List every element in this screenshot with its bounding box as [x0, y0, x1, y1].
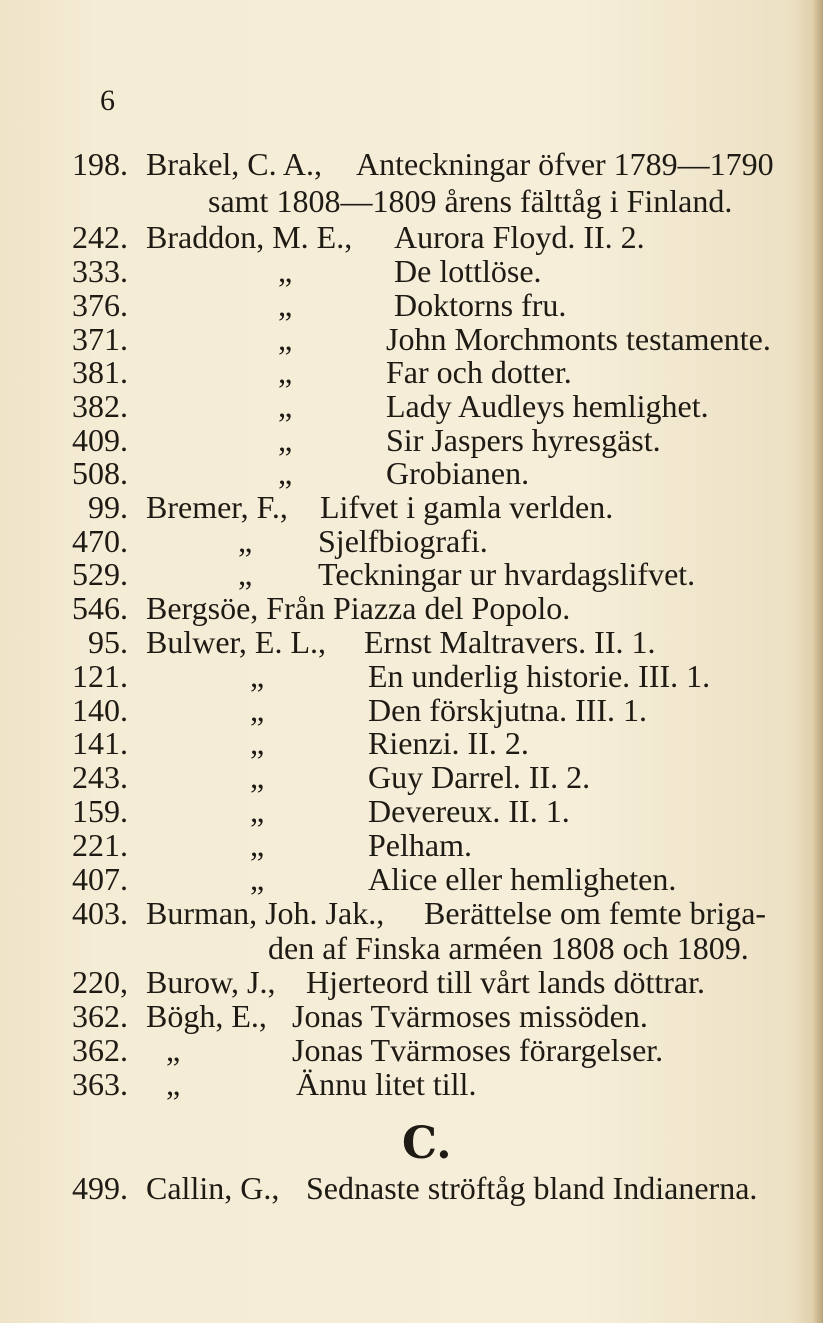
entry-title: Jonas Tvärmoses förargelser. — [292, 1032, 664, 1068]
entry-author: Bögh, E., — [146, 998, 267, 1034]
ditto-mark: „ — [250, 658, 265, 694]
entry-title: Anteckningar öfver 1789—1790 — [356, 146, 774, 182]
entry-title: Hjerteord till vårt lands döttrar. — [306, 964, 705, 1000]
ditto-mark: „ — [238, 556, 253, 592]
ditto-mark: „ — [278, 253, 293, 289]
entry-number: 333. — [72, 253, 128, 289]
entry-number: 220, — [72, 964, 128, 1000]
entry-title: En underlig historie. III. 1. — [368, 658, 711, 694]
entry-number: 362. — [72, 1032, 128, 1068]
entry-number: 529. — [72, 556, 128, 592]
ditto-mark: „ — [278, 388, 293, 424]
entry-number: 409. — [72, 422, 128, 458]
entry-title: John Morchmonts testamente. — [386, 321, 771, 357]
entry-number: 407. — [72, 861, 128, 897]
entry-title: Ernst Maltravers. II. 1. — [364, 624, 656, 660]
entry-author: Burow, J., — [146, 964, 276, 1000]
entry-number: 121. — [72, 658, 128, 694]
entry-number: 242. — [72, 219, 128, 255]
entry-author: Bergsöe, Från Piazza del Popolo. — [146, 590, 571, 626]
entry-title: Sednaste ströftåg bland Indianerna. — [306, 1170, 758, 1206]
entry-author: Braddon, M. E., — [146, 219, 353, 255]
ditto-mark: „ — [278, 422, 293, 458]
entry-number: 381. — [72, 354, 128, 390]
entry-number: 382. — [72, 388, 128, 424]
entry-number: 243. — [72, 759, 128, 795]
ditto-mark: „ — [278, 287, 293, 323]
page-number: 6 — [100, 84, 115, 117]
entry-number: 221. — [72, 827, 128, 863]
entry-author: Bremer, F., — [146, 489, 288, 525]
entry-number: 371. — [72, 321, 128, 357]
entry-number: 363. — [72, 1066, 128, 1102]
ditto-mark: „ — [278, 455, 293, 491]
entry-author: Burman, Joh. Jak., — [146, 895, 385, 931]
entry-title: Den förskjutna. III. 1. — [368, 692, 648, 728]
entry-title: De lottlöse. — [394, 253, 542, 289]
entry-number: 546. — [72, 590, 128, 626]
entry-title: Guy Darrel. II. 2. — [368, 759, 591, 795]
entry-number: 95. — [88, 624, 128, 660]
entry-title: Pelham. — [368, 827, 472, 863]
entry-number: 499. — [72, 1170, 128, 1206]
entry-title: Ännu litet till. — [296, 1066, 477, 1102]
list-item — [0, 1168, 823, 1208]
ditto-mark: „ — [250, 759, 265, 795]
ditto-mark: „ — [250, 692, 265, 728]
entry-title: Lifvet i gamla verlden. — [320, 489, 614, 525]
entry-author: Brakel, C. A., — [146, 146, 322, 182]
entry-number: 140. — [72, 692, 128, 728]
ditto-mark: „ — [250, 793, 265, 829]
entry-number: 141. — [72, 725, 128, 761]
entry-title: Rienzi. II. 2. — [368, 725, 529, 761]
entry-title: Devereux. II. 1. — [368, 793, 570, 829]
entry-number: 403. — [72, 895, 128, 931]
entry-number: 362. — [72, 998, 128, 1034]
entry-number: 508. — [72, 455, 128, 491]
entry-title: Far och dotter. — [386, 354, 572, 390]
list-item — [0, 893, 823, 933]
entry-number: 159. — [72, 793, 128, 829]
list-item — [0, 144, 823, 184]
entry-number: 198. — [72, 146, 128, 182]
entry-number: 99. — [88, 489, 128, 525]
ditto-mark: „ — [278, 321, 293, 357]
entry-number: 470. — [72, 523, 128, 559]
entry-title: Jonas Tvärmoses missöden. — [292, 998, 648, 1034]
entry-number: 376. — [72, 287, 128, 323]
entry-title: Teckningar ur hvardagslifvet. — [318, 556, 696, 592]
entry-title: Berättelse om femte briga- — [424, 895, 767, 931]
entry-title: Lady Audleys hemlighet. — [386, 388, 709, 424]
ditto-mark: „ — [166, 1032, 181, 1068]
entry-author: Callin, G., — [146, 1170, 280, 1206]
entry-continuation: den af Finska arméen 1808 och 1809. — [268, 930, 749, 966]
ditto-mark: „ — [250, 827, 265, 863]
ditto-mark: „ — [250, 861, 265, 897]
entry-author: Bulwer, E. L., — [146, 624, 327, 660]
entry-title: Sir Jaspers hyresgäst. — [386, 422, 661, 458]
entry-title: Doktorns fru. — [394, 287, 567, 323]
entry-title: Grobianen. — [386, 455, 530, 491]
entry-title: Sjelfbiografi. — [318, 523, 488, 559]
ditto-mark: „ — [166, 1066, 181, 1102]
ditto-mark: „ — [238, 523, 253, 559]
entry-title: Aurora Floyd. II. 2. — [394, 219, 645, 255]
section-letter: C. — [402, 1118, 452, 1169]
entry-continuation: samt 1808—1809 årens fälttåg i Finland. — [208, 183, 733, 219]
entry-title: Alice eller hemligheten. — [368, 861, 677, 897]
ditto-mark: „ — [278, 354, 293, 390]
ditto-mark: „ — [250, 725, 265, 761]
list-item — [0, 1064, 823, 1104]
